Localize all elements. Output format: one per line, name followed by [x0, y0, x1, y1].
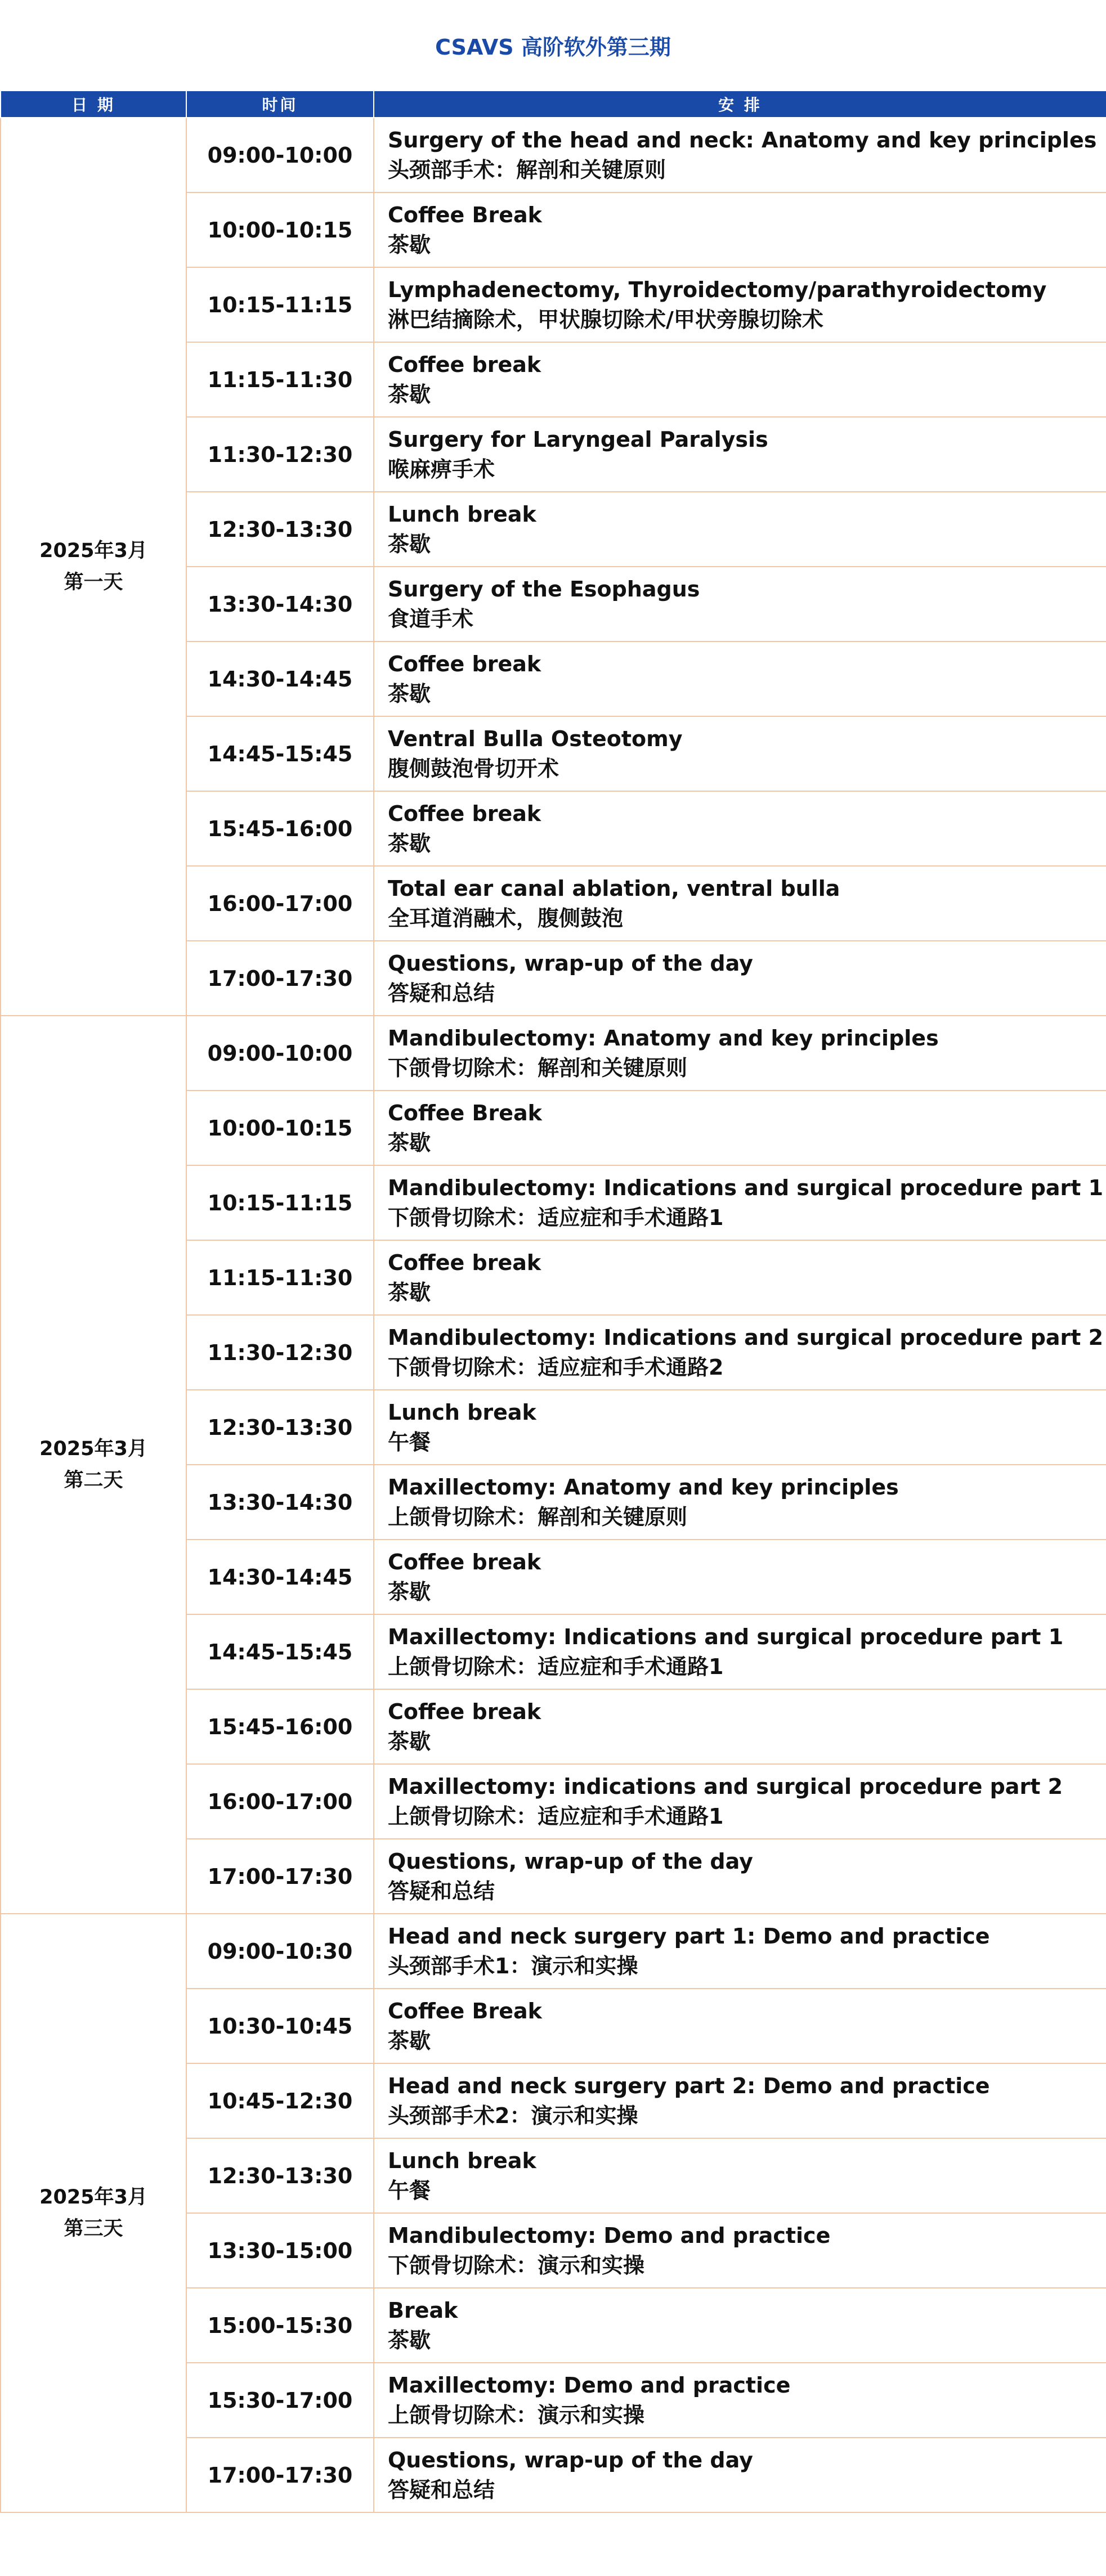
time-cell: 16:00-17:00: [186, 866, 374, 941]
session-title-en: Total ear canal ablation, ventral bulla: [388, 876, 840, 901]
session-title-zh: 茶歇: [388, 382, 431, 407]
session-cell: [374, 2138, 1106, 2213]
time-cell: 14:45-15:45: [186, 716, 374, 791]
session-title-en: Mandibulectomy: Indications and surgical procedure part 1: [388, 1175, 1104, 1200]
session-title-en: Mandibulectomy: Indications and surgical procedure part 2: [388, 1325, 1104, 1350]
header-schedule: 安 排: [374, 91, 1106, 118]
table-row: [1, 118, 1106, 192]
time-cell: 15:00-15:30: [186, 2288, 374, 2363]
session-title-en: Ventral Bulla Osteotomy: [388, 726, 683, 751]
time-cell: 15:30-17:00: [186, 2363, 374, 2438]
session-title-zh: 上颌骨切除术：解剖和关键原则: [388, 1504, 688, 1529]
session-cell: [374, 417, 1106, 492]
time-cell: 10:45-12:30: [186, 2063, 374, 2138]
session-title-en: Maxillectomy: Demo and practice: [388, 2372, 791, 2398]
session-title-en: Mandibulectomy: Demo and practice: [388, 2223, 831, 2248]
time-cell: 17:00-17:30: [186, 1839, 374, 1914]
session-title-zh: 上颌骨切除术：演示和实操: [388, 2402, 645, 2427]
session-cell: [374, 2288, 1106, 2363]
time-cell: 11:30-12:30: [186, 1315, 374, 1390]
session-title-zh: 下颌骨切除术：演示和实操: [388, 2252, 645, 2278]
session-title-zh: 头颈部手术2：演示和实操: [388, 2103, 638, 2128]
session-cell: [374, 1465, 1106, 1540]
session-title-en: Coffee Break: [388, 1998, 542, 2023]
session-title-zh: 下颌骨切除术：适应症和手术通路1: [388, 1205, 724, 1230]
session-cell: [374, 641, 1106, 716]
page-title: CSAVS 高阶软外第三期: [435, 34, 671, 60]
time-cell: 10:15-11:15: [186, 1165, 374, 1240]
session-title-en: Questions, wrap-up of the day: [388, 2447, 753, 2472]
session-title-en: Coffee break: [388, 1699, 541, 1724]
time-cell: 11:15-11:30: [186, 1240, 374, 1315]
session-title-en: Surgery for Laryngeal Paralysis: [388, 427, 768, 452]
time-cell: 16:00-17:00: [186, 1764, 374, 1839]
time-cell: 13:30-14:30: [186, 1465, 374, 1540]
time-cell: 09:00-10:30: [186, 1914, 374, 1989]
session-title-zh: 头颈部手术1：演示和实操: [388, 1953, 638, 1978]
session-cell: [374, 1839, 1106, 1914]
session-title-zh: 答疑和总结: [388, 1878, 495, 1904]
session-title-en: Coffee break: [388, 352, 541, 377]
session-cell: [374, 1090, 1106, 1165]
day-date-cell: [1, 1016, 186, 1914]
session-title-en: Coffee Break: [388, 202, 542, 227]
session-cell: [374, 1914, 1106, 1989]
time-cell: 12:30-13:30: [186, 492, 374, 567]
time-cell: 10:00-10:15: [186, 192, 374, 267]
session-title-en: Surgery of the Esophagus: [388, 576, 700, 602]
session-cell: [374, 716, 1106, 791]
time-cell: 09:00-10:00: [186, 118, 374, 192]
session-title-zh: 答疑和总结: [388, 980, 495, 1006]
session-cell: [374, 1689, 1106, 1764]
session-title-en: Questions, wrap-up of the day: [388, 950, 753, 976]
session-title-zh: 茶歇: [388, 831, 431, 856]
session-title-zh: 下颌骨切除术：适应症和手术通路2: [388, 1354, 724, 1380]
session-title-zh: 食道手术: [388, 606, 474, 631]
time-cell: 15:45-16:00: [186, 1689, 374, 1764]
session-cell: [374, 342, 1106, 417]
day-date-month: 2025年3月: [39, 540, 147, 562]
session-cell: [374, 1315, 1106, 1390]
session-title-en: Lunch break: [388, 501, 536, 527]
session-cell: [374, 1165, 1106, 1240]
session-title-en: Coffee break: [388, 1250, 541, 1275]
schedule-table: [0, 90, 1106, 2513]
time-cell: 14:30-14:45: [186, 641, 374, 716]
session-cell: [374, 1016, 1106, 1090]
session-title-en: Mandibulectomy: Anatomy and key principles: [388, 1025, 939, 1051]
session-title-zh: 头颈部手术：解剖和关键原则: [388, 157, 666, 182]
time-cell: 11:30-12:30: [186, 417, 374, 492]
session-title-en: Questions, wrap-up of the day: [388, 1848, 753, 1874]
session-title-en: Coffee break: [388, 1549, 541, 1574]
session-title-en: Coffee Break: [388, 1100, 542, 1125]
session-cell: [374, 791, 1106, 866]
session-title-en: Lunch break: [388, 1399, 536, 1425]
session-title-zh: 茶歇: [388, 232, 431, 257]
session-cell: [374, 1240, 1106, 1315]
session-title-zh: 腹侧鼓泡骨切开术: [388, 756, 559, 781]
session-title-zh: 茶歇: [388, 1579, 431, 1604]
schedule-body: [1, 118, 1106, 2512]
session-cell: [374, 1614, 1106, 1689]
session-title-zh: 答疑和总结: [388, 2477, 495, 2502]
session-cell: [374, 1390, 1106, 1465]
table-row: [1, 1914, 1106, 1989]
session-title-en: Lymphadenectomy, Thyroidectomy/parathyroidectomy: [388, 277, 1047, 302]
day-date-label: 第三天: [64, 2218, 123, 2240]
time-cell: 10:15-11:15: [186, 267, 374, 342]
time-cell: 12:30-13:30: [186, 2138, 374, 2213]
session-cell: [374, 192, 1106, 267]
session-title-en: Coffee break: [388, 801, 541, 826]
time-cell: 12:30-13:30: [186, 1390, 374, 1465]
session-title-en: Lunch break: [388, 2148, 536, 2173]
session-title-en: Head and neck surgery part 1: Demo and practice: [388, 1923, 990, 1949]
session-title-zh: 上颌骨切除术：适应症和手术通路1: [388, 1654, 724, 1679]
session-title-zh: 全耳道消融术，腹侧鼓泡: [388, 905, 624, 931]
day-date-month: 2025年3月: [39, 2186, 147, 2209]
session-title-zh: 淋巴结摘除术，甲状腺切除术/甲状旁腺切除术: [388, 307, 823, 332]
time-cell: 13:30-15:00: [186, 2213, 374, 2288]
session-cell: [374, 492, 1106, 567]
session-cell: [374, 1540, 1106, 1614]
header-time: 时间: [186, 91, 374, 118]
time-cell: 15:45-16:00: [186, 791, 374, 866]
session-title-zh: 午餐: [388, 2178, 431, 2203]
session-title-en: Break: [388, 2297, 458, 2323]
time-cell: 10:30-10:45: [186, 1989, 374, 2063]
table-row: [1, 1016, 1106, 1090]
session-title-en: Surgery of the head and neck: Anatomy and key principles: [388, 127, 1097, 152]
day-date-label: 第二天: [64, 1469, 123, 1492]
session-title-zh: 茶歇: [388, 1729, 431, 1754]
session-title-zh: 午餐: [388, 1429, 431, 1455]
session-title-zh: 茶歇: [388, 531, 431, 557]
session-cell: [374, 1989, 1106, 2063]
session-title-zh: 下颌骨切除术：解剖和关键原则: [388, 1055, 688, 1080]
session-cell: [374, 2063, 1106, 2138]
time-cell: 13:30-14:30: [186, 567, 374, 641]
session-cell: [374, 267, 1106, 342]
time-cell: 10:00-10:15: [186, 1090, 374, 1165]
day-date-cell: [1, 118, 186, 1016]
day-date-cell: [1, 1914, 186, 2512]
session-cell: [374, 941, 1106, 1016]
session-title-zh: 茶歇: [388, 2028, 431, 2053]
session-title-en: Coffee break: [388, 651, 541, 676]
time-cell: 09:00-10:00: [186, 1016, 374, 1090]
session-title-zh: 茶歇: [388, 2327, 431, 2353]
session-title-en: Head and neck surgery part 2: Demo and practice: [388, 2073, 990, 2098]
time-cell: 17:00-17:30: [186, 941, 374, 1016]
time-cell: 17:00-17:30: [186, 2438, 374, 2512]
session-title-en: Maxillectomy: Anatomy and key principles: [388, 1474, 899, 1500]
session-cell: [374, 567, 1106, 641]
session-title-en: Maxillectomy: indications and surgical procedure part 2: [388, 1774, 1063, 1799]
session-title-en: Maxillectomy: Indications and surgical procedure part 1: [388, 1624, 1064, 1649]
day-date-label: 第一天: [64, 571, 123, 594]
session-cell: [374, 2438, 1106, 2512]
session-cell: [374, 866, 1106, 941]
session-cell: [374, 2213, 1106, 2288]
header-date: 日 期: [1, 91, 186, 118]
session-cell: [374, 2363, 1106, 2438]
session-cell: [374, 1764, 1106, 1839]
day-date-month: 2025年3月: [39, 1438, 147, 1460]
session-title-zh: 上颌骨切除术：适应症和手术通路1: [388, 1803, 724, 1829]
session-title-zh: 茶歇: [388, 1130, 431, 1155]
session-title-zh: 茶歇: [388, 1280, 431, 1305]
time-cell: 14:45-15:45: [186, 1614, 374, 1689]
time-cell: 14:30-14:45: [186, 1540, 374, 1614]
table-header-row: [1, 91, 1106, 118]
session-title-zh: 喉麻痹手术: [388, 456, 495, 482]
session-cell: [374, 118, 1106, 192]
time-cell: 11:15-11:30: [186, 342, 374, 417]
session-title-zh: 茶歇: [388, 681, 431, 706]
